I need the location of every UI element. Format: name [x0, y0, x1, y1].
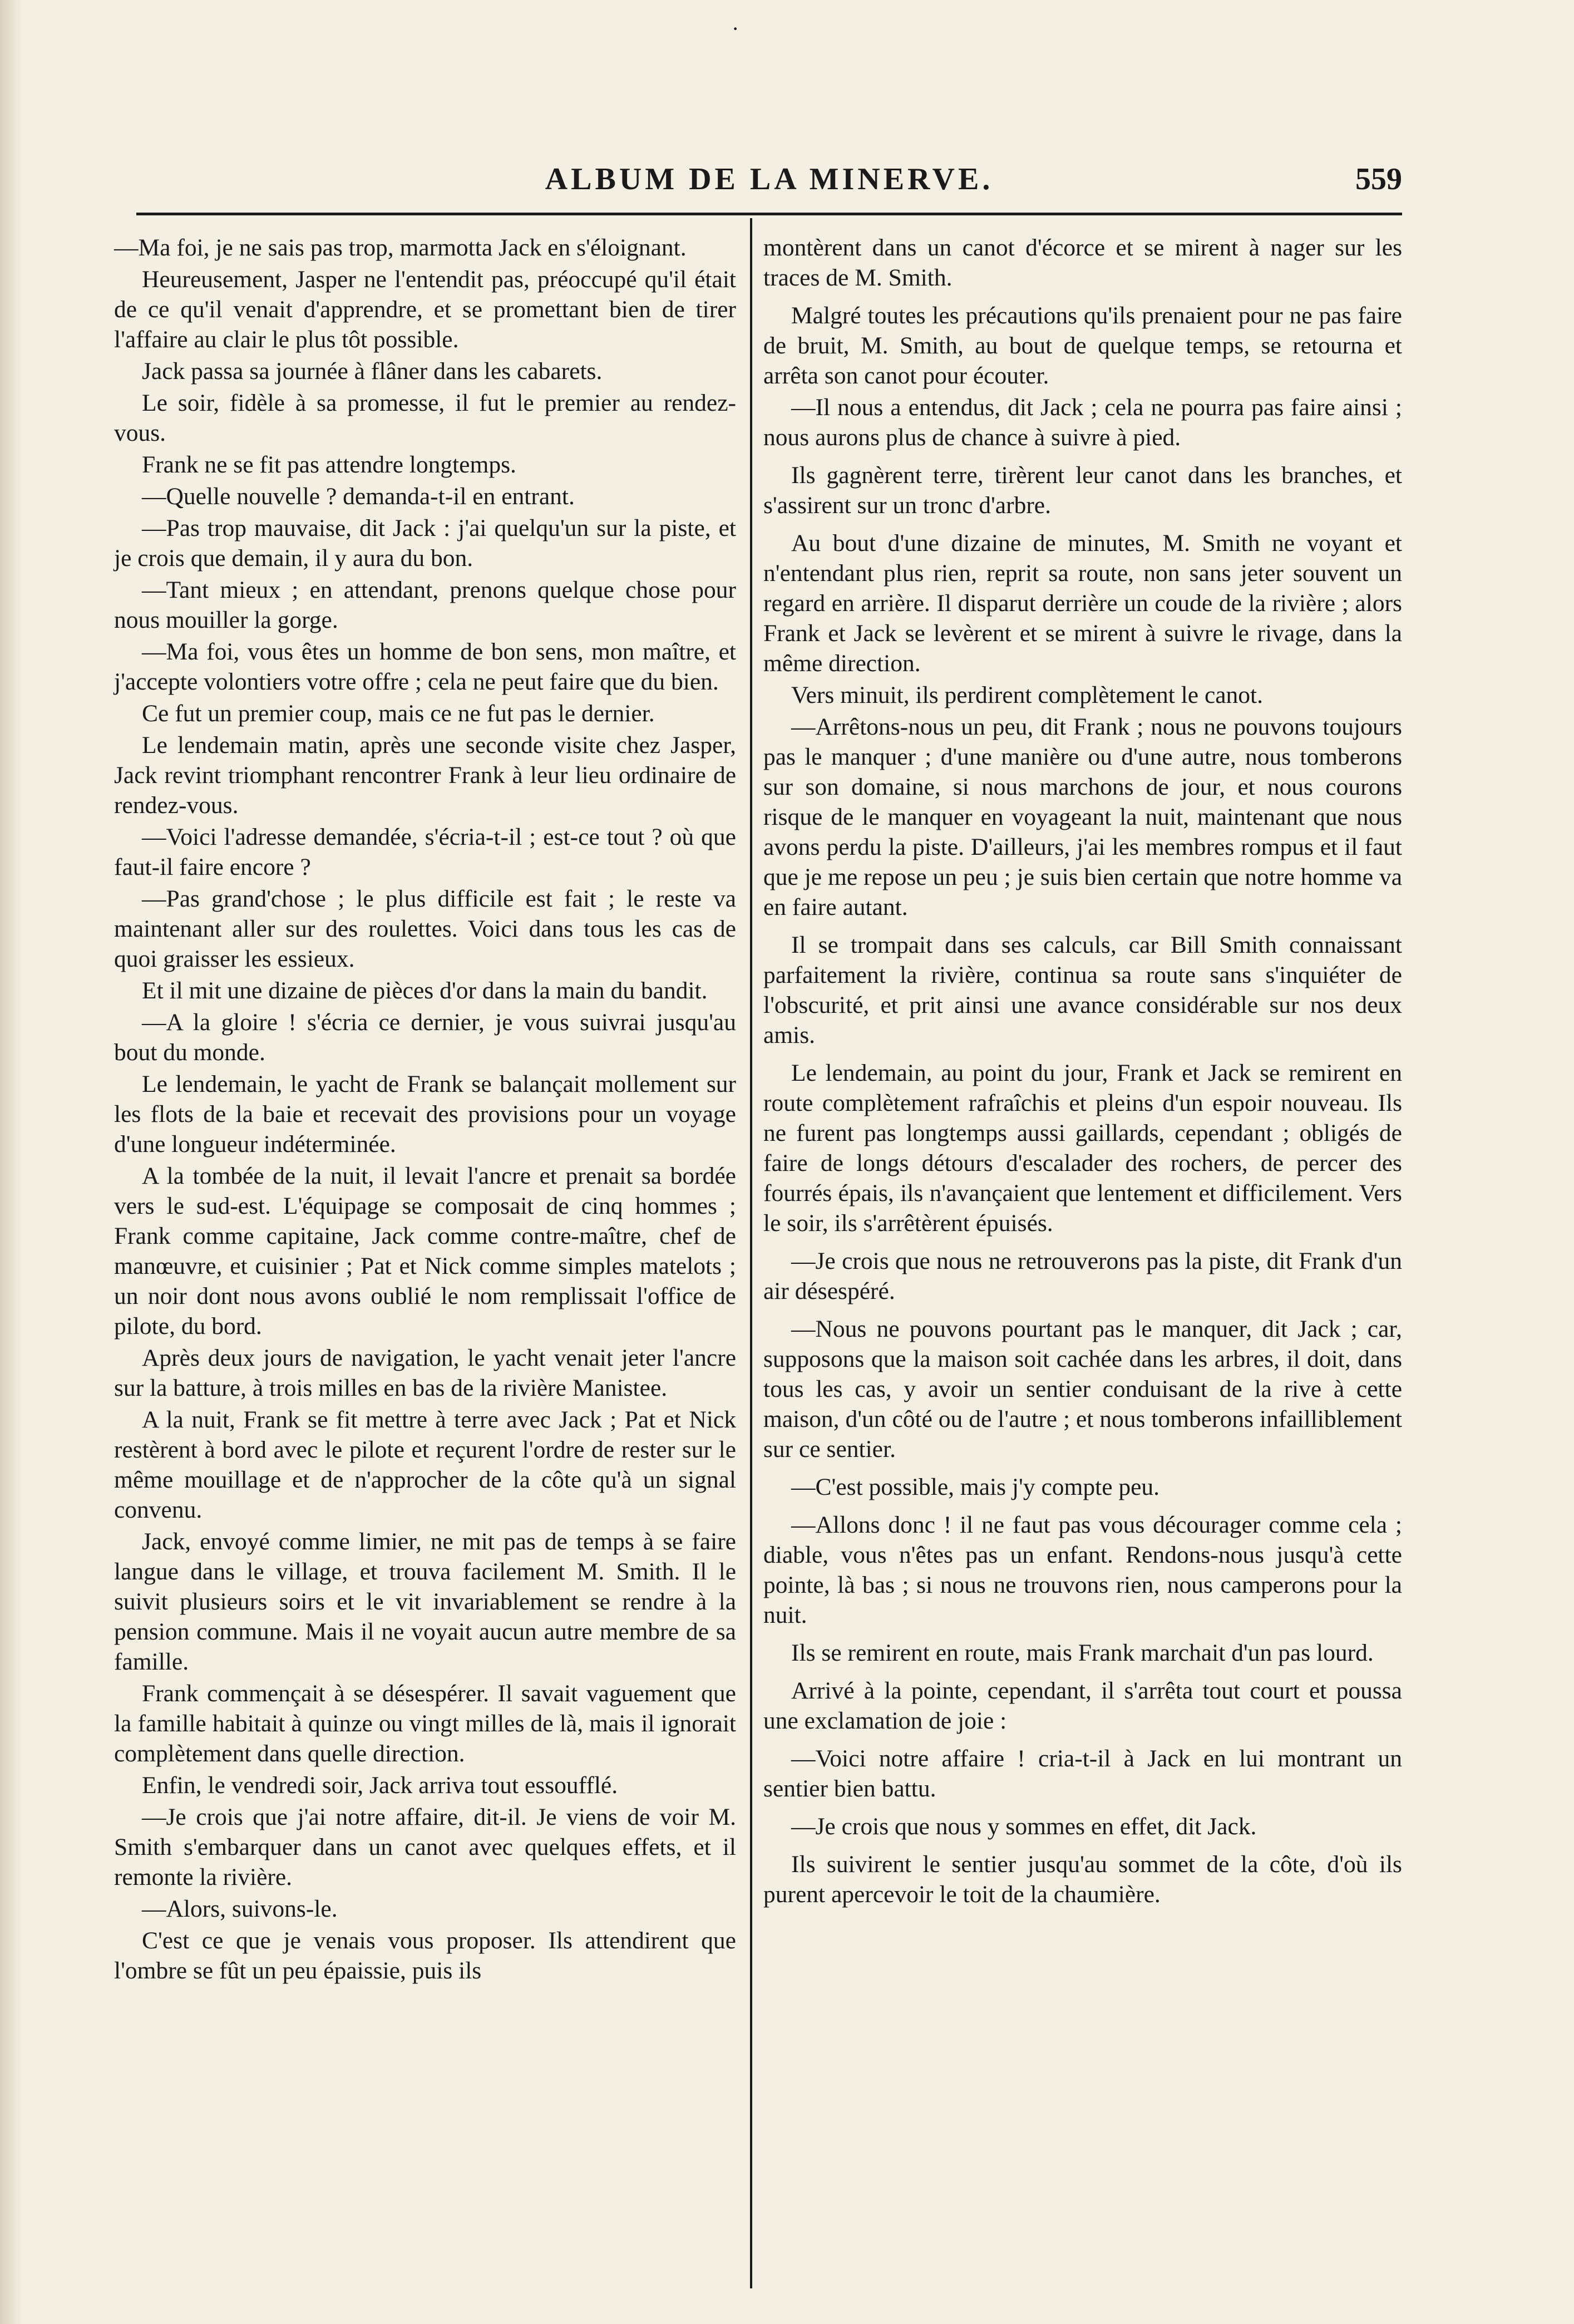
left-column — [114, 233, 736, 1987]
paragraph: Il se trompait dans ses calculs, car Bill Smith connaissant parfaitement la rivière, continua sa route sans s'inquiéter de l'obscurité, et prit ainsi une avance considérable sur nos deux amis. — [763, 932, 1402, 1048]
right-column — [763, 233, 1402, 1911]
paragraph: —Tant mieux ; en attendant, prenons quelque chose pour nous mouiller la gorge. — [114, 577, 736, 633]
paragraph: —Voici notre affaire ! cria-t-il à Jack en lui montrant un sentier bien battu. — [763, 1745, 1402, 1802]
paragraph: Frank commençait à se désespérer. Il savait vaguement que la famille habitait à quinze ou vingt milles de là, mais il ignorait complètement dans quelle direction. — [114, 1680, 736, 1767]
paragraph: —Je crois que nous ne retrouverons pas la piste, dit Frank d'un air désespéré. — [763, 1248, 1402, 1304]
paragraph: Ils suivirent le sentier jusqu'au sommet de la côte, d'où ils purent apercevoir le toit de la chaumière. — [763, 1851, 1402, 1908]
paragraph: Ils gagnèrent terre, tirèrent leur canot dans les branches, et s'assirent sur un tronc d'arbre. — [763, 462, 1402, 519]
paragraph: C'est ce que je venais vous proposer. Ils attendirent que l'ombre se fût un peu épaissie, puis ils — [114, 1927, 736, 1984]
paragraph: —Allons donc ! il ne faut pas vous décourager comme cela ; diable, vous n'êtes pas un enfant. Rendons-nous jusqu'à cette pointe, là bas ; si nous ne trouvons rien, nous camperons pour la nuit. — [763, 1511, 1402, 1628]
paragraph: Malgré toutes les précautions qu'ils prenaient pour ne pas faire de bruit, M. Smith, au bout de quelque temps, se retourna et arrêta son canot pour écouter. — [763, 302, 1402, 389]
paragraph: —Quelle nouvelle ? demanda-t-il en entrant. — [142, 483, 575, 510]
paragraph: Au bout d'une dizaine de minutes, M. Smith ne voyant et n'entendant plus rien, reprit sa route, non sans jeter souvent un regard en arrière. Il disparut derrière un coude de la rivière ; alors Frank et Jack se levèrent et se mirent à suivre le rivage, dans la même direction. — [763, 530, 1402, 677]
paragraph: A la nuit, Frank se fit mettre à terre avec Jack ; Pat et Nick restèrent à bord avec le pilote et reçurent l'ordre de rester sur le même mouillage et de n'approcher de la côte qu'à un signal convenu. — [114, 1406, 736, 1523]
paragraph: —C'est possible, mais j'y compte peu. — [791, 1474, 1160, 1500]
paragraph: —Ma foi, vous êtes un homme de bon sens, mon maître, et j'accepte volontiers votre offre ; cela ne peut faire que du bien. — [114, 638, 736, 695]
paragraph: —Nous ne pouvons pourtant pas le manquer, dit Jack ; car, supposons que la maison soit cachée dans les arbres, il doit, dans tous les cas, y avoir un sentier conduisant de la rive à cette maison, d'un côté ou de l'autre ; et nous tomberons infailliblement sur ce sentier. — [763, 1316, 1402, 1463]
paragraph: —Ma foi, je ne sais pas trop, marmotta Jack en s'éloignant. — [114, 234, 687, 261]
paragraph: Vers minuit, ils perdirent complètement le canot. — [791, 682, 1264, 708]
paragraph: —Il nous a entendus, dit Jack ; cela ne pourra pas faire ainsi ; nous aurons plus de chance à suivre à pied. — [763, 394, 1402, 451]
paragraph: Le lendemain matin, après une seconde visite chez Jasper, Jack revint triomphant rencontrer Frank à leur lieu ordinaire de rendez-vous. — [114, 732, 736, 819]
paragraph: —Voici l'adresse demandée, s'écria-t-il ; est-ce tout ? où que faut-il faire encore ? — [114, 824, 736, 880]
paragraph: —A la gloire ! s'écria ce dernier, je vous suivrai jusqu'au bout du monde. — [114, 1009, 736, 1066]
paragraph: —Alors, suivons-le. — [142, 1895, 338, 1922]
paragraph: —Arrêtons-nous un peu, dit Frank ; nous ne pouvons toujours pas le manquer ; d'une manière ou d'une autre, nous tomberons sur son domaine, si nous marchons de jour, et nous courons risque de le manquer en voyageant la nuit, maintenant que nous avons perdu la piste. D'ailleurs, j'ai les membres rompus et il faut que je me repose un peu ; je suis bien certain que notre homme va en faire autant. — [763, 713, 1402, 920]
paragraph: Jack, envoyé comme limier, ne mit pas de temps à se faire langue dans le village, et trouva facilement M. Smith. Il le suivit plusieurs soirs et le vit invariablement se rendre à la pension commune. Mais il ne voyait aucun autre membre de sa famille. — [114, 1528, 736, 1675]
paragraph: A la tombée de la nuit, il levait l'ancre et prenait sa bordée vers le sud-est. L'équipage se composait de cinq hommes ; Frank comme capitaine, Jack comme contre-maître, chef de manœuvre, et cuisinier ; Pat et Nick comme simples matelots ; un noir dont nous avons oublié le nom remplissait l'office de pilote, du bord. — [114, 1163, 736, 1340]
paragraph: —Pas grand'chose ; le plus difficile est fait ; le reste va maintenant aller sur des roulettes. Voici dans tous les cas de quoi graisser les essieux. — [114, 885, 736, 972]
paragraph: Arrivé à la pointe, cependant, il s'arrêta tout court et poussa une exclamation de joie : — [763, 1677, 1402, 1734]
page-number: 559 — [1355, 162, 1402, 196]
paragraph: Le lendemain, le yacht de Frank se balançait mollement sur les flots de la baie et recevait des provisions pour un voyage d'une longueur indéterminée. — [114, 1071, 736, 1158]
paragraph: Ils se remirent en route, mais Frank marchait d'un pas lourd. — [791, 1639, 1374, 1666]
paragraph: —Je crois que j'ai notre affaire, dit-il. Je viens de voir M. Smith s'embarquer dans un canot avec quelques effets, et il remonte la rivière. — [114, 1804, 736, 1890]
header-rule — [136, 213, 1402, 215]
page-header — [136, 161, 1402, 206]
paragraph: Après deux jours de navigation, le yacht venait jeter l'ancre sur la batture, à trois milles en bas de la rivière Manistee. — [114, 1345, 736, 1401]
paragraph: Le soir, fidèle à sa promesse, il fut le premier au rendez-vous. — [114, 390, 736, 446]
running-title: ALBUM DE LA MINERVE. — [545, 162, 994, 196]
page-edge-shadow — [0, 0, 22, 2324]
paragraph: —Je crois que nous y sommes en effet, dit Jack. — [791, 1813, 1257, 1840]
paragraph: Et il mit une dizaine de pièces d'or dans la main du bandit. — [142, 977, 708, 1004]
paragraph: Ce fut un premier coup, mais ce ne fut pas le dernier. — [142, 700, 655, 727]
column-divider — [750, 218, 752, 2288]
paragraph: montèrent dans un canot d'écorce et se mirent à nager sur les traces de M. Smith. — [763, 234, 1402, 291]
page-mark: · — [732, 16, 739, 41]
paragraph: Heureusement, Jasper ne l'entendit pas, préoccupé qu'il était de ce qu'il venait d'apprendre, et se promettant bien de tirer l'affaire au clair le plus tôt possible. — [114, 266, 736, 353]
paragraph: Jack passa sa journée à flâner dans les cabarets. — [142, 358, 603, 385]
paragraph: Le lendemain, au point du jour, Frank et Jack se remirent en route complètement rafraîchis et pleins d'un espoir nouveau. Ils ne furent pas longtemps aussi gaillards, cependant ; obligés de faire de longs détours d'escalader des rochers, de percer des fourrés épais, ils n'avançaient que lentement et difficilement. Vers le soir, ils s'arrêtèrent épuisés. — [763, 1060, 1402, 1237]
paragraph: —Pas trop mauvaise, dit Jack : j'ai quelqu'un sur la piste, et je crois que demain, il y aura du bon. — [114, 515, 736, 572]
paragraph: Enfin, le vendredi soir, Jack arriva tout essoufflé. — [142, 1772, 618, 1799]
paragraph: Frank ne se fit pas attendre longtemps. — [142, 451, 516, 478]
